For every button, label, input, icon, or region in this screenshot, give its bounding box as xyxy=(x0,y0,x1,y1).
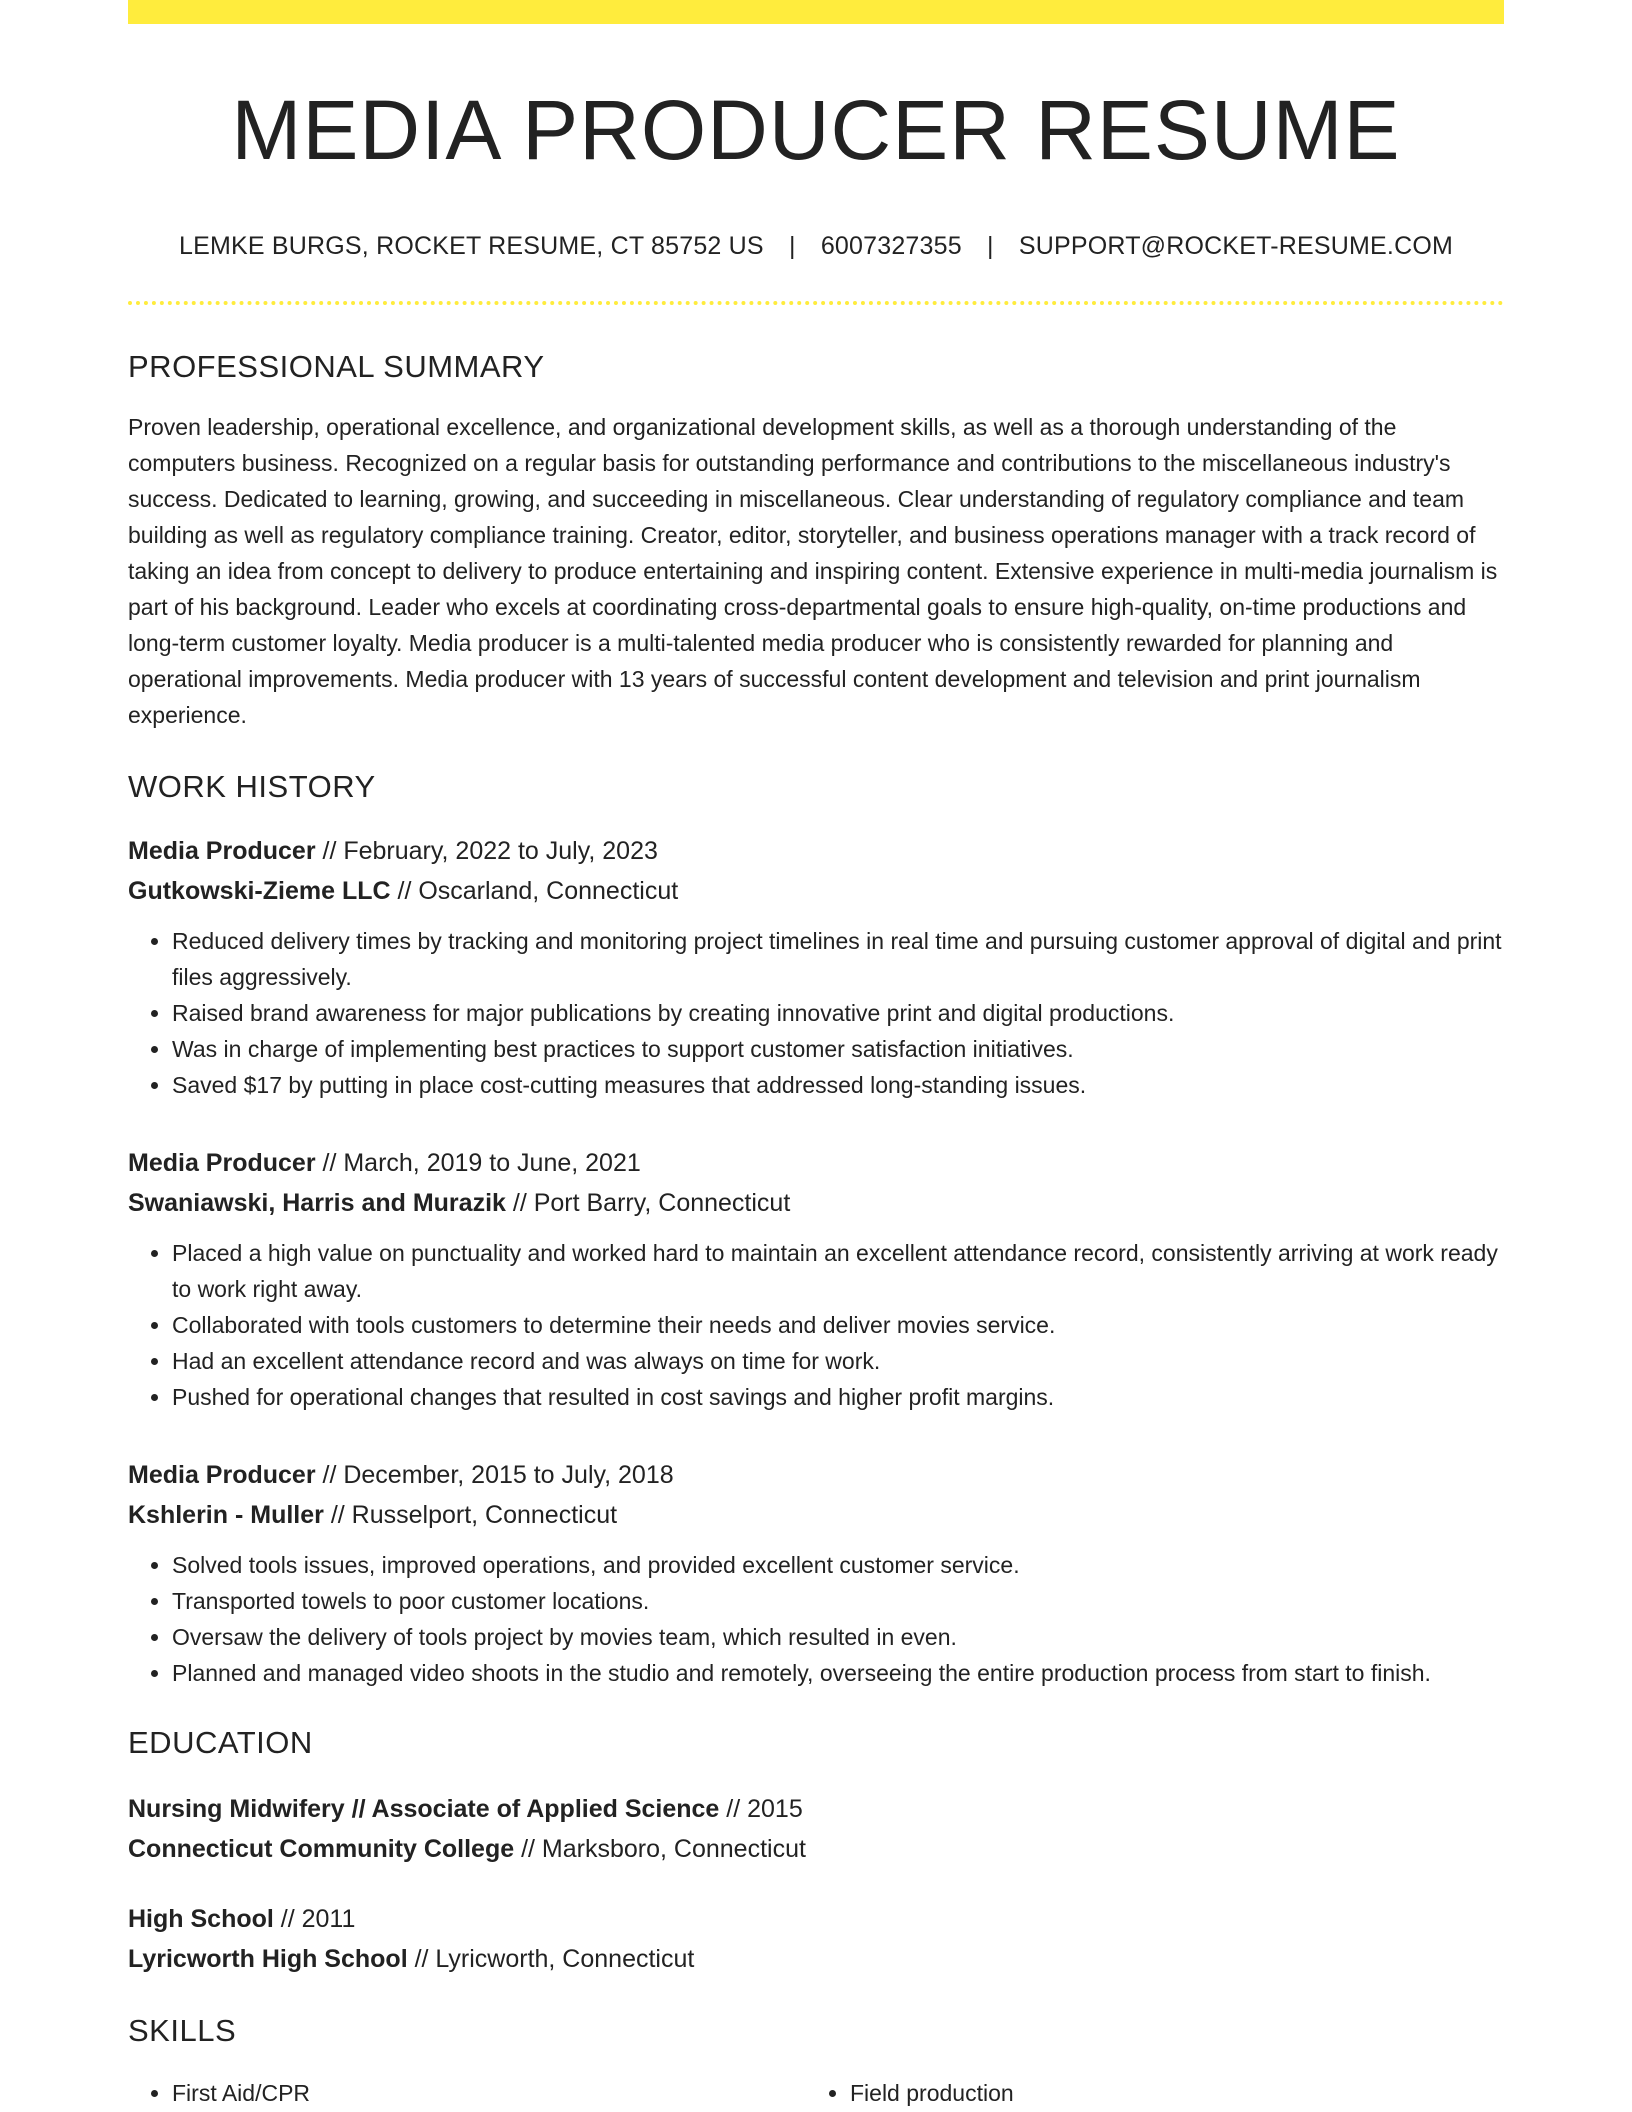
skills-heading: SKILLS xyxy=(128,2013,237,2049)
job-entry xyxy=(128,1455,1504,1691)
contact-phone: 6007327355 xyxy=(820,232,962,261)
job-location: // Russelport, Connecticut xyxy=(323,1501,618,1530)
dotted-divider xyxy=(128,301,1504,305)
list-item: • Field production xyxy=(850,2075,1484,2111)
skills-column-right xyxy=(806,2075,1484,2111)
job-role: Media Producer xyxy=(128,1461,316,1490)
job-title-line xyxy=(128,831,1504,871)
work-history-heading: WORK HISTORY xyxy=(128,769,376,805)
education-degree: High School xyxy=(128,1905,274,1934)
job-entry xyxy=(128,1143,1504,1415)
education-school-line xyxy=(128,1939,1504,1979)
list-item: • Pushed for operational changes that resulted in cost savings and higher profit margins. xyxy=(172,1379,1504,1415)
contact-address: LEMKE BURGS, ROCKET RESUME, CT 85752 US xyxy=(178,232,764,261)
education-degree-line xyxy=(128,1789,1504,1829)
job-role: Media Producer xyxy=(128,837,316,866)
list-item: • Planned and managed video shoots in the studio and remotely, overseeing the entire production process from start to finish. xyxy=(172,1655,1504,1691)
skills-column-left xyxy=(128,2075,806,2111)
contact-separator: | xyxy=(987,232,994,261)
education-location: // Lyricworth, Connecticut xyxy=(407,1945,695,1974)
job-role: Media Producer xyxy=(128,1149,316,1178)
contact-email: SUPPORT@ROCKET-RESUME.COM xyxy=(1018,232,1454,261)
education-location: // Marksboro, Connecticut xyxy=(514,1835,806,1864)
job-location: // Port Barry, Connecticut xyxy=(505,1189,791,1218)
education-school: Connecticut Community College xyxy=(128,1835,515,1864)
job-company: Swaniawski, Harris and Murazik xyxy=(128,1189,506,1218)
education-year: // 2011 xyxy=(273,1905,356,1934)
summary-heading: PROFESSIONAL SUMMARY xyxy=(128,349,545,385)
education-entry xyxy=(128,1789,1504,1869)
contact-separator: | xyxy=(788,232,796,261)
list-item: • Saved $17 by putting in place cost-cutting measures that addressed long-standing issues. xyxy=(172,1067,1504,1103)
list-item: • Placed a high value on punctuality and worked hard to maintain an excellent attendance record, consistently arriving at work ready to work right away. xyxy=(172,1235,1504,1307)
job-location: // Oscarland, Connecticut xyxy=(390,877,679,906)
resume-title: MEDIA PRODUCER RESUME xyxy=(231,83,1401,177)
job-company-line xyxy=(128,1183,1504,1223)
list-item: • Transported towels to poor customer locations. xyxy=(172,1583,1504,1619)
education-degree-line xyxy=(128,1899,1504,1939)
list-item: • Was in charge of implementing best practices to support customer satisfaction initiatives. xyxy=(172,1031,1504,1067)
list-item: • First Aid/CPR xyxy=(172,2075,806,2111)
list-item: • Raised brand awareness for major publications by creating innovative print and digital productions. xyxy=(172,995,1504,1031)
skills-list xyxy=(128,2075,1504,2111)
list-item: • Solved tools issues, improved operations, and provided excellent customer service. xyxy=(172,1547,1504,1583)
job-dates: // February, 2022 to July, 2023 xyxy=(315,837,658,866)
education-heading: EDUCATION xyxy=(128,1725,313,1761)
education-entry xyxy=(128,1899,1504,1979)
list-item: • Collaborated with tools customers to determine their needs and deliver movies service. xyxy=(172,1307,1504,1343)
list-item: • Reduced delivery times by tracking and monitoring project timelines in real time and pursuing customer approval of digital and print files aggressively. xyxy=(172,923,1504,995)
job-bullets xyxy=(128,1547,1504,1691)
list-item: • Had an excellent attendance record and was always on time for work. xyxy=(172,1343,1504,1379)
education-school-line xyxy=(128,1829,1504,1869)
job-dates: // December, 2015 to July, 2018 xyxy=(315,1461,674,1490)
education-year: // 2015 xyxy=(719,1795,803,1824)
resume-page xyxy=(128,0,1504,2111)
education-degree: Nursing Midwifery // Associate of Applied Science xyxy=(128,1795,720,1824)
job-company-line xyxy=(128,871,1504,911)
job-title-line xyxy=(128,1455,1504,1495)
job-title-line xyxy=(128,1143,1504,1183)
job-entry xyxy=(128,831,1504,1103)
job-company: Gutkowski-Zieme LLC xyxy=(128,877,391,906)
job-bullets xyxy=(128,1235,1504,1415)
job-company: Kshlerin - Muller xyxy=(128,1501,324,1530)
job-dates: // March, 2019 to June, 2021 xyxy=(315,1149,641,1178)
top-accent-bar xyxy=(128,0,1504,24)
job-company-line xyxy=(128,1495,1504,1535)
summary-text: Proven leadership, operational excellence, and organizational development skills, as well as a thorough understanding of the computers business. Recognized on a regular basis for outstanding performance and contributions to the miscellaneous industry's success. Dedicated to learning, growing, and succeeding in miscellaneous. Clear understanding of regulatory compliance and team building as well as regulatory compliance training. Creator, editor, storyteller, and business operations manager with a track record of taking an idea from concept to delivery to produce entertaining and inspiring content. Extensive experience in multi-media journalism is part of his background. Leader who excels at coordinating cross-departmental goals to ensure high-quality, on-time productions and long-term customer loyalty. Media producer is a multi-talented media producer who is consistently rewarded for planning and operational improvements. Media producer with 13 years of successful content development and television and print journalism experience. xyxy=(128,414,1498,729)
job-bullets xyxy=(128,923,1504,1103)
contact-line xyxy=(128,232,1504,261)
list-item: • Oversaw the delivery of tools project by movies team, which resulted in even. xyxy=(172,1619,1504,1655)
education-school: Lyricworth High School xyxy=(128,1945,408,1974)
